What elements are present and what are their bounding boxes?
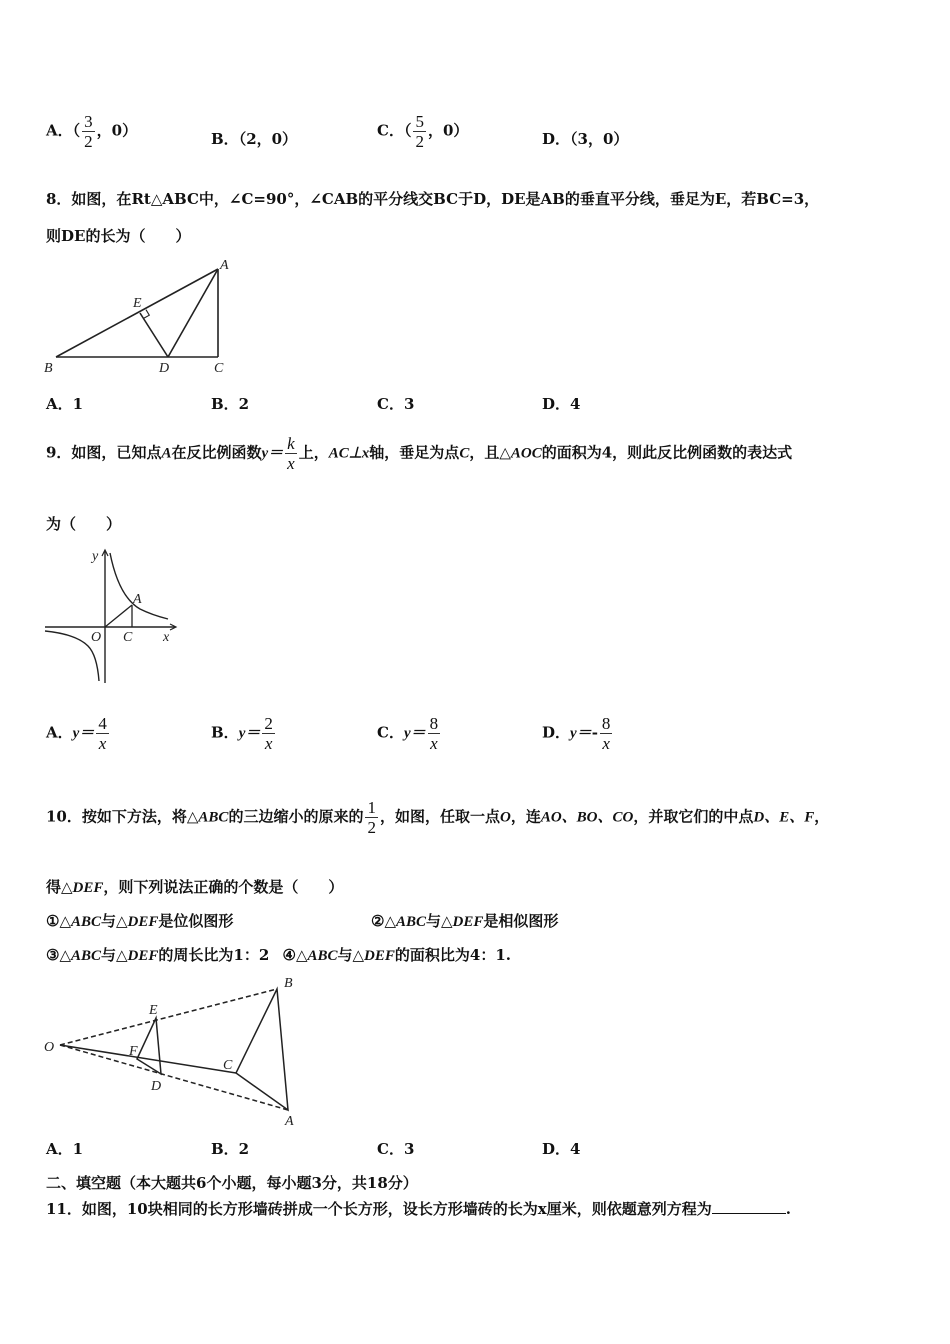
text: 与△ bbox=[426, 912, 453, 930]
label-c: C bbox=[223, 1058, 233, 1073]
text: 与△ bbox=[101, 912, 128, 930]
text: 上， bbox=[298, 443, 329, 462]
text: ，且△ bbox=[469, 443, 511, 462]
option-letter: D． bbox=[542, 130, 571, 148]
triangle-abc: ABC bbox=[70, 914, 101, 930]
segment-oc bbox=[60, 1045, 236, 1073]
triangle-def: DEF bbox=[364, 948, 395, 964]
fraction bbox=[428, 714, 441, 753]
q9-figure bbox=[40, 543, 190, 688]
q8-option-a: A．1 bbox=[46, 395, 84, 413]
label-y: y bbox=[92, 549, 99, 564]
point-a: A bbox=[161, 445, 172, 462]
fraction-denominator: x bbox=[430, 734, 438, 753]
text: 是相似图形 bbox=[483, 912, 559, 930]
fraction-numerator: 5 bbox=[415, 112, 424, 131]
option-letter: C． bbox=[377, 723, 404, 742]
text: ，并取它们的中点 bbox=[633, 807, 754, 826]
text: ②△ bbox=[371, 912, 396, 930]
triangle-abc-shape bbox=[236, 989, 288, 1110]
q10-figure bbox=[40, 970, 310, 1130]
text: 是位似图形 bbox=[158, 912, 234, 930]
segments: AO、BO、CO bbox=[540, 809, 634, 826]
point-o: O bbox=[499, 809, 511, 826]
paren-close: ，0） bbox=[427, 121, 469, 140]
q9-option-c bbox=[377, 714, 442, 753]
text: 轴，垂足为点 bbox=[369, 443, 460, 462]
q8-option-d: D．4 bbox=[542, 395, 581, 413]
label-e: E bbox=[133, 296, 142, 311]
fraction-numerator: 8 bbox=[601, 714, 611, 733]
label-d: D bbox=[159, 361, 170, 376]
fraction bbox=[96, 714, 109, 753]
fraction bbox=[285, 434, 297, 473]
q9-stem-line2: 为（ ） bbox=[46, 515, 122, 533]
paren-close: ，0） bbox=[96, 121, 138, 140]
q7-option-d bbox=[542, 128, 628, 149]
triangle-def: DEF bbox=[127, 914, 159, 930]
triangle-abc: ABC bbox=[307, 948, 338, 964]
text: 9．如图，已知点 bbox=[46, 443, 162, 462]
label-x: x bbox=[163, 630, 170, 645]
q7-option-b bbox=[211, 128, 297, 149]
triangle-abc: ABC bbox=[70, 948, 101, 964]
label-b: B bbox=[284, 976, 293, 991]
segment-oa bbox=[105, 605, 132, 627]
y-equals: y＝ bbox=[261, 445, 284, 462]
q10-option-c: C．3 bbox=[377, 1140, 415, 1158]
text: 得△ bbox=[46, 878, 73, 896]
label-a: A bbox=[133, 592, 142, 607]
q10-option-b: B．2 bbox=[211, 1140, 250, 1158]
fraction bbox=[600, 714, 613, 753]
paren-open: （ bbox=[403, 121, 412, 140]
text: ，连 bbox=[510, 807, 541, 826]
fraction bbox=[365, 798, 378, 837]
triangle-def: DEF bbox=[72, 880, 104, 896]
triangle-abc: ABC bbox=[198, 809, 229, 826]
fraction-numerator: 2 bbox=[264, 714, 273, 733]
label-b: B bbox=[44, 361, 53, 376]
label-a: A bbox=[220, 258, 229, 273]
label-c: C bbox=[214, 361, 224, 376]
fraction-numerator: 4 bbox=[98, 714, 107, 733]
fraction-denominator: 2 bbox=[84, 132, 93, 151]
q10-option-a: A．1 bbox=[46, 1140, 84, 1158]
text: 与△ bbox=[101, 946, 128, 964]
triangle-aoc: AOC bbox=[510, 445, 542, 462]
text: . bbox=[785, 1200, 791, 1218]
fraction-numerator: k bbox=[287, 434, 295, 453]
fraction-numerator: 1 bbox=[367, 798, 376, 817]
text: ④△ bbox=[282, 946, 308, 964]
text: ，如图，任取一点 bbox=[379, 807, 500, 826]
text: ， bbox=[814, 807, 830, 826]
q8-stem-line2: 则DE的长为（ ） bbox=[46, 227, 191, 245]
option-letter: B． bbox=[211, 723, 239, 742]
option-text: （3，0） bbox=[570, 130, 629, 148]
answer-blank[interactable] bbox=[712, 1199, 786, 1214]
q7-option-c bbox=[377, 112, 468, 151]
text: 与△ bbox=[337, 946, 365, 964]
q8-figure bbox=[40, 255, 240, 380]
text: 的面积比为4：1. bbox=[394, 946, 511, 964]
text: ，则下列说法正确的个数是（ ） bbox=[103, 878, 344, 896]
q10-option-d: D．4 bbox=[542, 1140, 581, 1158]
fraction-numerator: 8 bbox=[429, 714, 439, 733]
text: 的三边缩小的原来的 bbox=[228, 807, 364, 826]
fraction-denominator: x bbox=[287, 454, 295, 473]
option-letter: A． bbox=[46, 723, 73, 742]
text: ③△ bbox=[46, 946, 71, 964]
q10-statement-1 bbox=[46, 910, 233, 931]
q11-stem bbox=[46, 1198, 791, 1219]
paren-open: （ bbox=[72, 121, 81, 140]
y-equals: y＝ bbox=[403, 725, 426, 742]
label-e: E bbox=[149, 1003, 158, 1018]
q8-stem-line1: 8．如图，在Rt△ABC中，∠C=90°，∠CAB的平分线交BC于D，DE是AB的垂直平分线，垂足为E，若BC=3， bbox=[46, 190, 820, 208]
hyperbola-branch-q1 bbox=[110, 553, 168, 619]
option-letter: C． bbox=[377, 121, 404, 140]
q10-statement-3-4 bbox=[46, 944, 511, 965]
midpoints: D、E、F bbox=[753, 809, 815, 826]
q10-statement-2 bbox=[371, 910, 558, 931]
label-c: C bbox=[123, 630, 133, 645]
fraction bbox=[262, 714, 275, 753]
q9-option-b bbox=[211, 714, 277, 753]
q10-stem-line1 bbox=[46, 798, 829, 837]
segment-oa bbox=[60, 1045, 288, 1110]
q10-stem-line2 bbox=[46, 876, 343, 897]
right-angle-mark bbox=[143, 310, 149, 319]
label-o: O bbox=[91, 630, 102, 645]
option-letter: D． bbox=[542, 723, 571, 742]
q9-stem-line1 bbox=[46, 434, 792, 473]
minus-sign: - bbox=[591, 723, 598, 742]
label-f: F bbox=[129, 1044, 138, 1059]
segment-ob bbox=[60, 989, 277, 1045]
q9-option-a bbox=[46, 714, 111, 753]
fraction-denominator: x bbox=[264, 734, 273, 753]
fraction bbox=[82, 112, 95, 151]
label-d: D bbox=[151, 1079, 162, 1094]
triangle-def: DEF bbox=[127, 948, 159, 964]
fraction-denominator: 2 bbox=[367, 818, 376, 837]
q8-option-c: C．3 bbox=[377, 395, 415, 413]
label-a: A bbox=[285, 1114, 294, 1129]
point-c: C bbox=[459, 445, 470, 462]
label-o: O bbox=[44, 1040, 55, 1055]
y-equals: y＝ bbox=[72, 725, 95, 742]
fraction-numerator: 3 bbox=[84, 112, 93, 131]
text: 10．按如下方法，将△ bbox=[46, 807, 199, 826]
text: 的周长比为1：2 bbox=[158, 946, 270, 964]
y-equals: y＝ bbox=[238, 725, 261, 742]
fraction bbox=[413, 112, 426, 151]
text: ①△ bbox=[46, 912, 71, 930]
segment-de bbox=[140, 313, 168, 357]
fraction-denominator: x bbox=[602, 734, 610, 753]
q9-option-d bbox=[542, 714, 614, 753]
q8-option-b: B．2 bbox=[211, 395, 250, 413]
text: 在反比例函数 bbox=[171, 443, 262, 462]
triangle-def: DEF bbox=[452, 914, 484, 930]
y-equals: y＝ bbox=[570, 725, 592, 742]
option-text: （2，0） bbox=[238, 130, 298, 148]
ac-perp-x: AC⊥x bbox=[328, 445, 370, 462]
triangle-abc: ABC bbox=[395, 914, 426, 930]
text: 的面积为4，则此反比例函数的表达式 bbox=[541, 443, 793, 462]
section-2-title: 二、填空题（本大题共6个小题，每小题3分，共18分） bbox=[46, 1174, 418, 1192]
triangle-def-shape bbox=[137, 1018, 161, 1074]
q7-option-a bbox=[46, 112, 137, 151]
fraction-denominator: 2 bbox=[415, 132, 424, 151]
option-letter: A． bbox=[46, 121, 73, 140]
text: 11．如图，10块相同的长方形墙砖拼成一个长方形，设长方形墙砖的长为x厘米，则依题意列方程为 bbox=[46, 1200, 712, 1218]
fraction-denominator: x bbox=[98, 734, 107, 753]
option-letter: B． bbox=[211, 130, 239, 148]
